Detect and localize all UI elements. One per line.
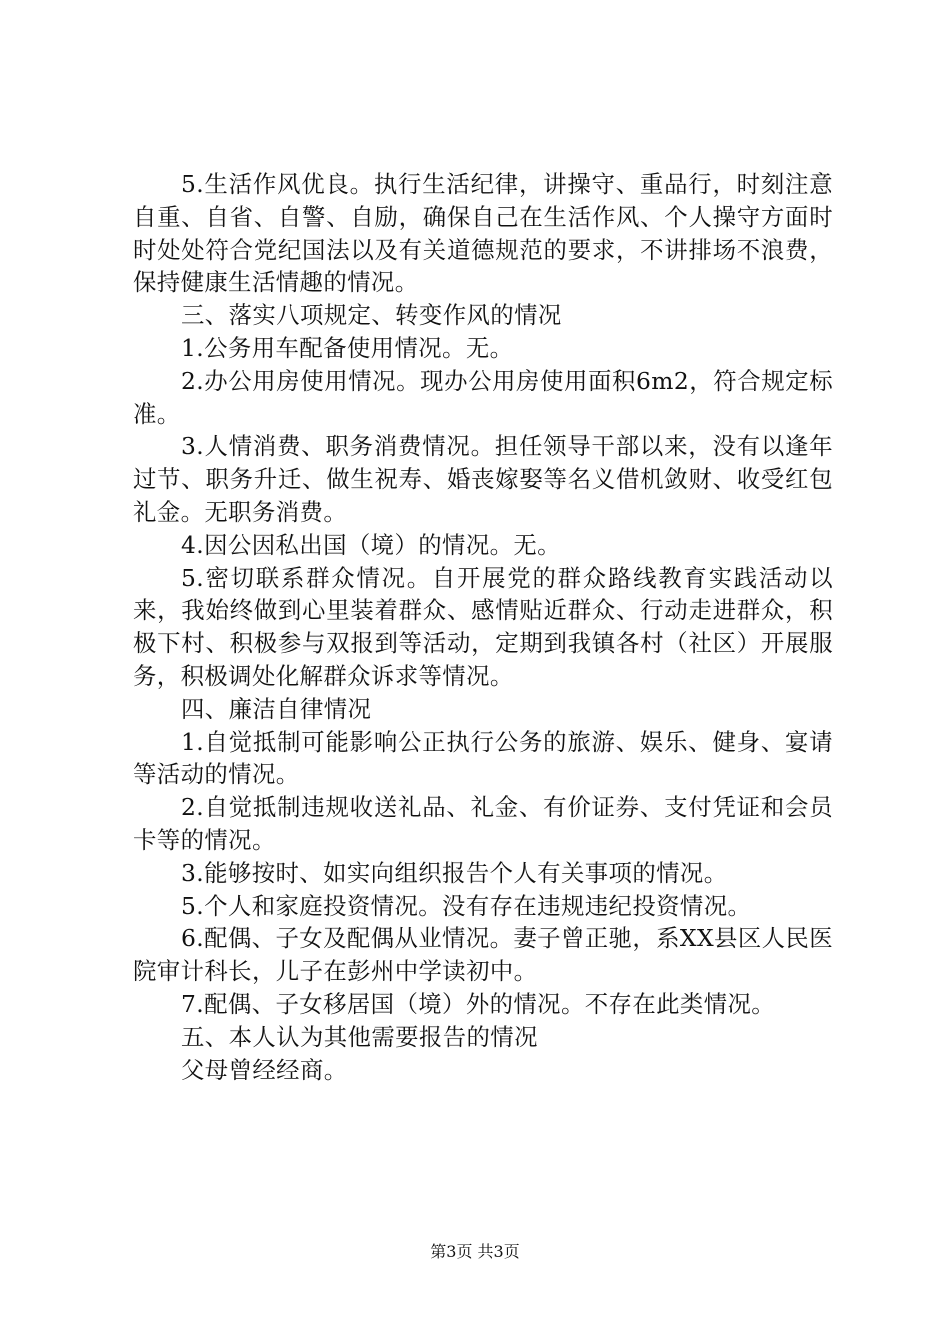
page-number-footer: 第3页 共3页	[430, 1242, 520, 1261]
paragraph-life-style: 5.生活作风优良。执行生活纪律，讲操守、重品行，时刻注意自重、自省、自警、自励，确保自己在生活作风、个人操守方面时时处处符合党纪国法以及有关道德规范的要求，不讲排场不浪费，保持健康生活情趣的情况。	[133, 170, 833, 297]
section-heading-other-matters: 五、本人认为其他需要报告的情况	[181, 1022, 538, 1051]
paragraph-report-matters: 3.能够按时、如实向组织报告个人有关事项的情况。	[181, 858, 728, 887]
document-body	[133, 168, 833, 1086]
section-heading-integrity: 四、廉洁自律情况	[181, 694, 372, 723]
paragraph-parents-business: 父母曾经经商。	[181, 1055, 348, 1084]
paragraph-family-emigration: 7.配偶、子女移居国（境）外的情况。不存在此类情况。	[181, 989, 776, 1018]
paragraph-investment: 5.个人和家庭投资情况。没有存在违规违纪投资情况。	[181, 891, 752, 920]
paragraph-overseas-travel: 4.因公因私出国（境）的情况。无。	[181, 530, 561, 559]
paragraph-mass-contact: 5.密切联系群众情况。自开展党的群众路线教育实践活动以来，我始终做到心里装着群众、感情贴近群众、行动走进群众，积极下村、积极参与双报到等活动，定期到我镇各村（社区）开展服务，积极调处化解群众诉求等情况。	[133, 563, 833, 690]
paragraph-family-employment: 6.配偶、子女及配偶从业情况。妻子曾正驰，系XX县区人民医院审计科长，儿子在彭州中学读初中。	[133, 924, 833, 986]
paragraph-resist-activities: 1.自觉抵制可能影响公正执行公务的旅游、娱乐、健身、宴请等活动的情况。	[133, 727, 833, 789]
paragraph-resist-gifts: 2.自觉抵制违规收送礼品、礼金、有价证券、支付凭证和会员卡等的情况。	[133, 793, 833, 854]
section-heading-eight-rules: 三、落实八项规定、转变作风的情况	[181, 301, 562, 330]
paragraph-personal-consumption: 3.人情消费、职务消费情况。担任领导干部以来，没有以逢年过节、职务升迁、做生祝寿、婚丧嫁娶等名义借机敛财、收受红包礼金。无职务消费。	[133, 432, 833, 526]
paragraph-office-space: 2.办公用房使用情况。现办公用房使用面积6m2，符合规定标准。	[133, 366, 833, 428]
paragraph-official-car: 1.公务用车配备使用情况。无。	[181, 333, 514, 362]
